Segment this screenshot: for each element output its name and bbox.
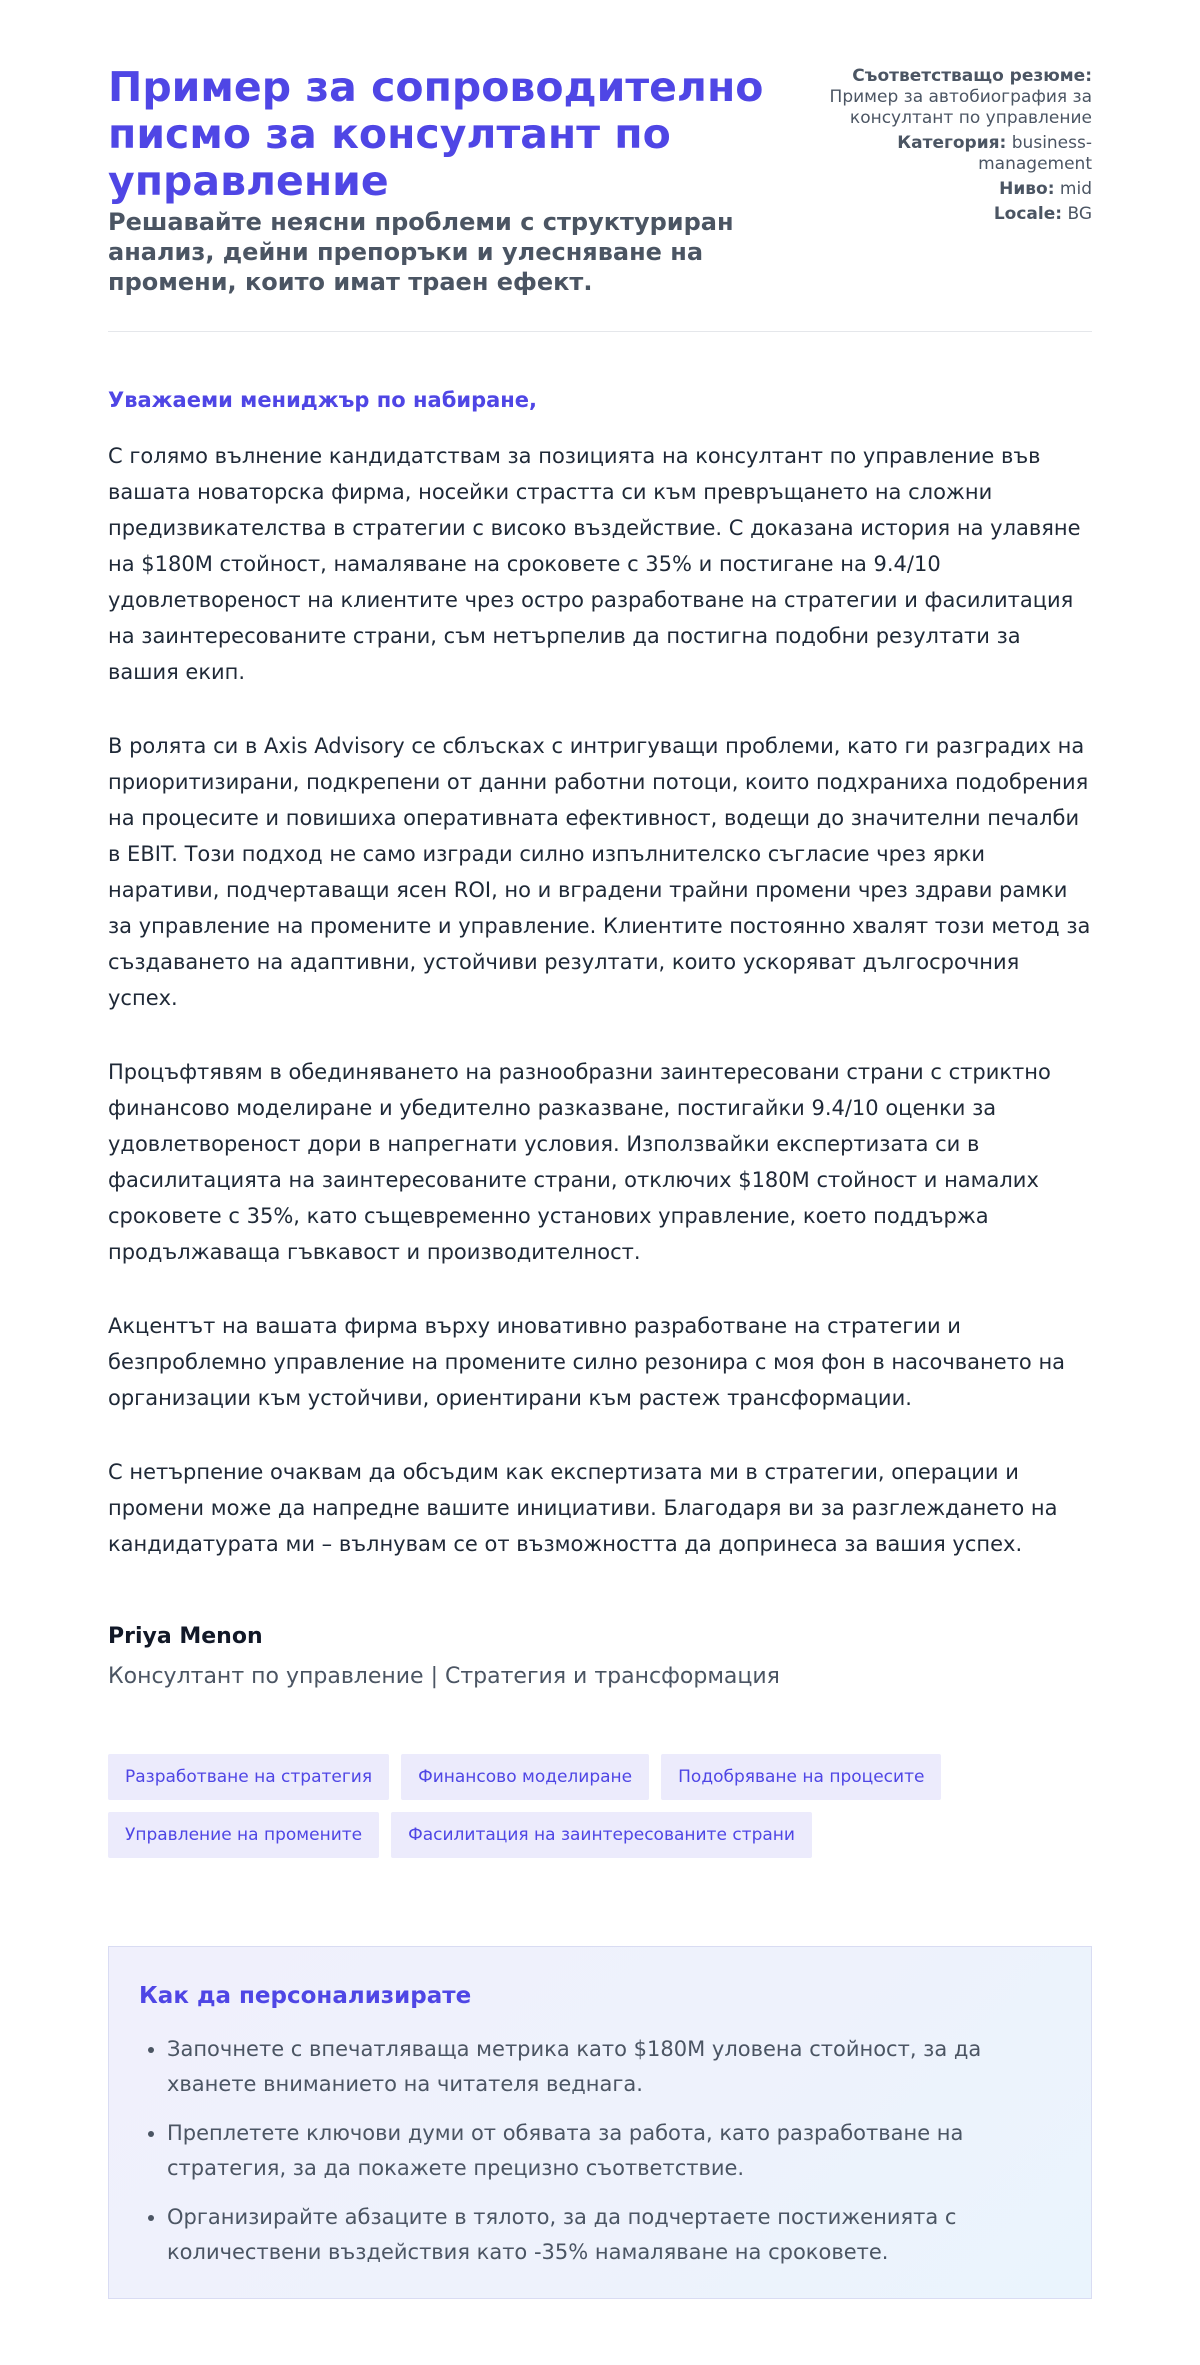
meta-level xyxy=(798,179,1092,200)
letter-paragraph: Процъфтявям в обединяването на разнообразни заинтересовани страни с стриктно финансово моделиране и убедително разказване, постигайки 9.4/10 оценки за удовлетвореност дори в напрегнати условия. Използвайки експертизата си в фасилитацията на заинтересованите страни, отключих $180M стойност и намалих сроковете с 35%, като същевременно установих управление, което поддържа продължаваща гъвкавост и производителност. xyxy=(108,1060,1051,1264)
skill-tags xyxy=(108,1754,1092,1858)
meta-level-value: mid xyxy=(1059,179,1092,199)
meta-resume-label: Съответстващо резюме: xyxy=(852,66,1092,86)
page-title: Пример за сопроводително писмо за консултант по управление xyxy=(108,63,764,205)
signature-name: Priya Menon xyxy=(108,1624,263,1649)
skill-tag: Разработване на стратегия xyxy=(108,1754,389,1800)
skill-tag: Управление на промените xyxy=(108,1812,379,1858)
meta-locale-label: Locale: xyxy=(993,204,1063,224)
meta-locale-value: BG xyxy=(1067,204,1092,224)
letter-paragraph: В ролята си в Axis Advisory се сблъсках с интригуващи проблеми, като ги разградих на приоритизирани, подкрепени от данни работни потоци, които подхраниха подобрения на процесите и повишиха оперативната ефективност, водещи до значителни печалби в EBIT. Този подход не само изгради силно изпълнителско съгласие чрез ярки наративи, подчертаващи ясен ROI, но и вградени трайни промени чрез здрави рамки за управление на промените и управление. Клиентите постоянно хвалят този метод за създаването на адаптивни, устойчиви резултати, които ускоряват дългосрочния успех. xyxy=(108,734,1091,1010)
meta-locale xyxy=(798,204,1092,225)
header-titles xyxy=(108,64,798,297)
signature-block xyxy=(108,1622,1092,1692)
letter-body xyxy=(108,386,1092,1562)
skill-tag: Фасилитация на заинтересованите страни xyxy=(391,1812,812,1858)
salutation: Уважаеми мениджър по набиране, xyxy=(108,388,538,412)
page-subtitle: Решавайте неясни проблеми с структуриран анализ, дейни препоръки и улесняване на промени, които имат траен ефект. xyxy=(108,208,734,296)
letter-paragraph: Акцентът на вашата фирма върху иновативно разработване на стратегии и безпроблемно управление на промените силно резонира с моя фон в насочването на организации към устойчиви, ориентирани към растеж трансформации. xyxy=(108,1314,1066,1410)
tip-item: • Започнете с впечатляваща метрика като $180M уловена стойност, за да хванете вниманието на читателя веднага. xyxy=(167,2032,1061,2102)
letter-paragraph: С нетърпение очаквам да обсъдим как експертизата ми в стратегии, операции и промени може да напредне вашите инициативи. Благодаря ви за разглеждането на кандидатурата ми – вълнувам се от възможността да допринеса за вашия успех. xyxy=(108,1460,1058,1556)
meta-category-value: business-management xyxy=(978,133,1092,174)
tip-item: • Организирайте абзаците в тялото, за да подчертаете постиженията с количествени въздействия като -35% намаляване на сроковете. xyxy=(167,2200,1061,2270)
meta-category-label: Категория: xyxy=(897,133,1007,153)
customization-tips-box xyxy=(108,1946,1092,2299)
meta-resume-value: Пример за автобиография за консултант по управление xyxy=(829,87,1092,128)
signature-role: Консултант по управление | Стратегия и трансформация xyxy=(108,1664,780,1689)
skill-tag: Финансово моделиране xyxy=(401,1754,649,1800)
tip-item: • Преплетете ключови думи от обявата за работа, като разработване на стратегия, за да покажете прецизно съответствие. xyxy=(167,2116,1061,2186)
meta-panel xyxy=(798,64,1092,225)
meta-resume xyxy=(798,66,1092,129)
page-header xyxy=(108,64,1092,332)
tips-list xyxy=(139,2032,1061,2270)
meta-category xyxy=(798,133,1092,175)
skill-tag: Подобряване на процесите xyxy=(661,1754,941,1800)
meta-level-label: Ниво: xyxy=(999,179,1055,199)
letter-paragraph: С голямо вълнение кандидатствам за позицията на консултант по управление във вашата новаторска фирма, носейки страстта си към превръщането на сложни предизвикателства в стратегии с високо въздействие. С доказана история на улавяне на $180M стойност, намаляване на сроковете с 35% и постигане на 9.4/10 удовлетвореност на клиентите чрез остро разработване на стратегии и фасилитация на заинтересованите страни, съм нетърпелив да постигна подобни резултати за вашия екип. xyxy=(108,444,1081,684)
tips-title: Как да персонализирате xyxy=(139,1983,472,2009)
